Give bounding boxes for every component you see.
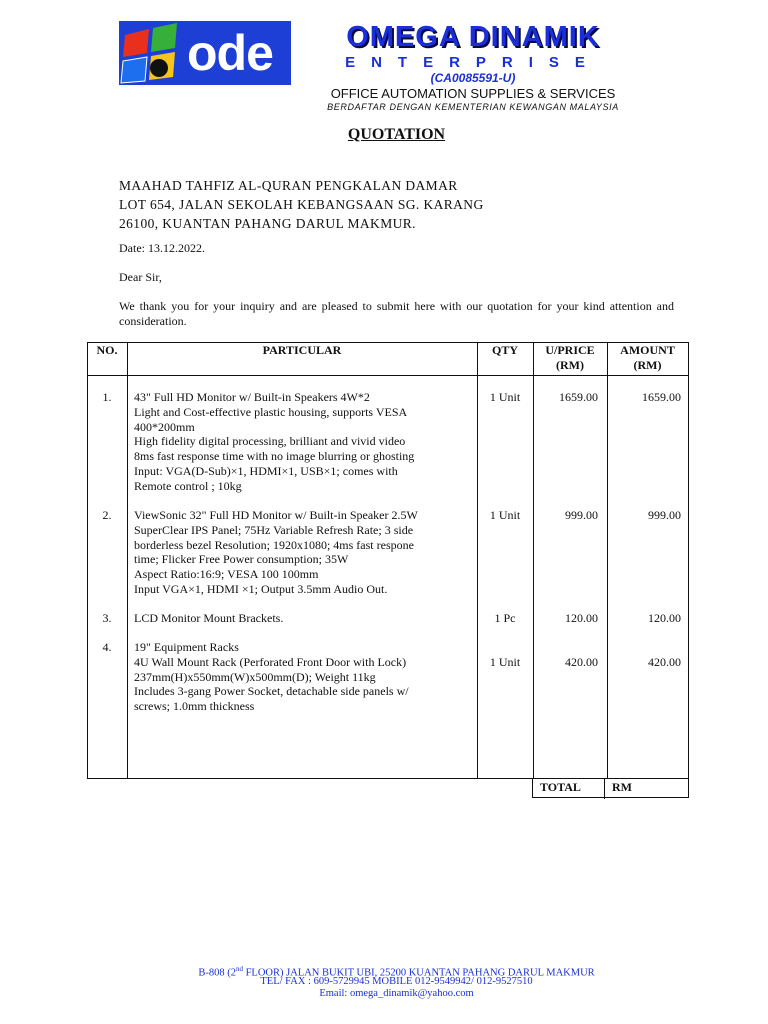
description-line: Aspect Ratio:16:9; VESA 100 100mm (134, 567, 319, 582)
header-particular: PARTICULAR (262, 343, 342, 357)
recipient-address (119, 176, 484, 233)
column-divider (607, 342, 608, 779)
description-line: Input: VGA(D-Sub)×1, HDMI×1, USB×1; comes with (134, 463, 398, 478)
footer-phone: TEL/ FAX : 609-5729945 MOBILE 012-9549942/ 012-9527510 (260, 976, 533, 987)
header-unit-price (533, 343, 607, 373)
item-number: 1. (102, 390, 112, 404)
item-amount: 120.00 (648, 611, 681, 625)
description-line: borderless bezel Resolution; 1920x1080; 4ms fast respone (134, 537, 414, 552)
salutation: Dear Sir, (119, 270, 162, 284)
total-label: TOTAL (540, 780, 581, 794)
description-line: Remote control ; 10kg (134, 478, 242, 493)
registration-number: (CA0085591-U) (430, 71, 516, 85)
registration-statement: BERDAFTAR DENGAN KEMENTERIAN KEWANGAN MALAYSIA (327, 102, 619, 112)
description-line: screws; 1.0mm thickness (134, 699, 255, 714)
header-amount-currency: (RM) (633, 358, 662, 372)
item-number: 3. (102, 611, 112, 625)
description-line: 400*200mm (134, 419, 195, 434)
company-name: OMEGA DINAMIK (346, 21, 600, 53)
item-unit-price: 1659.00 (559, 390, 598, 404)
document-title: QUOTATION (347, 126, 446, 143)
item-number: 4. (102, 640, 112, 654)
footer-address-superscript: nd (235, 965, 243, 973)
description-line: 237mm(H)x550mm(W)x500mm(D); Weight 11kg (134, 669, 376, 684)
item-unit-price: 999.00 (565, 508, 598, 522)
company-logo (119, 21, 291, 85)
item-description (134, 611, 474, 626)
description-line: 8ms fast response time with no image blurring or ghosting (134, 449, 415, 464)
column-divider (87, 342, 88, 779)
description-line: time; Flicker Free Power consumption; 35W (134, 552, 349, 567)
intro-paragraph: We thank you for your inquiry and are pleased to submit here with our quotation for your kind attention and consideration. (119, 299, 674, 328)
company-subtitle: ENTERPRISE (345, 54, 601, 71)
item-amount: 420.00 (648, 655, 681, 669)
description-line: 19" Equipment Racks (134, 640, 239, 654)
item-number: 2. (102, 508, 112, 522)
item-quantity: 1 Unit (489, 655, 521, 669)
company-tagline: OFFICE AUTOMATION SUPPLIES & SERVICES (330, 86, 616, 101)
item-amount: 999.00 (648, 508, 681, 522)
total-divider (604, 778, 605, 799)
column-divider (533, 342, 534, 779)
column-divider (688, 342, 689, 779)
total-value: RM (612, 780, 632, 794)
item-unit-price: 120.00 (565, 611, 598, 625)
header-amount-label: AMOUNT (620, 343, 675, 357)
item-quantity: 1 Unit (489, 508, 521, 522)
recipient-line: MAAHAD TAHFIZ AL-QURAN PENGKALAN DAMAR (119, 178, 458, 193)
description-line: 4U Wall Mount Rack (Perforated Front Door with Lock) (134, 654, 407, 669)
footer-address-part: B-808 (2 (198, 967, 236, 979)
description-line: ViewSonic 32" Full HD Monitor w/ Built-in Speaker 2.5W (134, 508, 418, 522)
description-line: High fidelity digital processing, brilliant and vivid video (134, 434, 406, 449)
recipient-line: LOT 654, JALAN SEKOLAH KEBANGSAAN SG. KARANG (119, 197, 484, 212)
header-amount (607, 343, 688, 373)
item-quantity: 1 Pc (494, 611, 516, 625)
item-description (134, 390, 474, 494)
column-divider (477, 342, 478, 779)
description-line: 43" Full HD Monitor w/ Built-in Speakers 4W*2 (134, 390, 370, 404)
item-unit-price: 420.00 (565, 655, 598, 669)
item-amount: 1659.00 (642, 390, 681, 404)
item-quantity: 1 Unit (489, 390, 521, 404)
description-line: Includes 3-gang Power Socket, detachable side panels w/ (134, 684, 409, 699)
item-description (134, 640, 474, 714)
description-line: Input VGA×1, HDMI ×1; Output 3.5mm Audio Out. (134, 581, 388, 596)
description-line: SuperClear IPS Panel; 75Hz Variable Refresh Rate; 3 side (134, 522, 414, 537)
column-divider (127, 342, 128, 779)
total-row (532, 778, 689, 799)
header-no: NO. (96, 343, 118, 357)
description-line: Light and Cost-effective plastic housing, supports VESA (134, 404, 408, 419)
recipient-line: 26100, KUANTAN PAHANG DARUL MAKMUR. (119, 216, 416, 231)
header-unit-price-label: U/PRICE (545, 343, 595, 357)
footer-address-part: FLOOR) JALAN BUKIT UBI, 25200 KUANTAN PAHANG DARUL MAKMUR (242, 967, 595, 979)
description-line: LCD Monitor Mount Brackets. (134, 611, 284, 625)
logo-text: ode (187, 25, 273, 81)
item-description (134, 508, 474, 597)
quotation-table (87, 342, 689, 779)
header-unit-price-currency: (RM) (556, 358, 584, 372)
header-divider (87, 375, 689, 376)
quotation-date: Date: 13.12.2022. (119, 241, 205, 255)
header-qty: QTY (491, 343, 518, 357)
footer-email: Email: omega_dinamik@yahoo.com (319, 988, 474, 999)
